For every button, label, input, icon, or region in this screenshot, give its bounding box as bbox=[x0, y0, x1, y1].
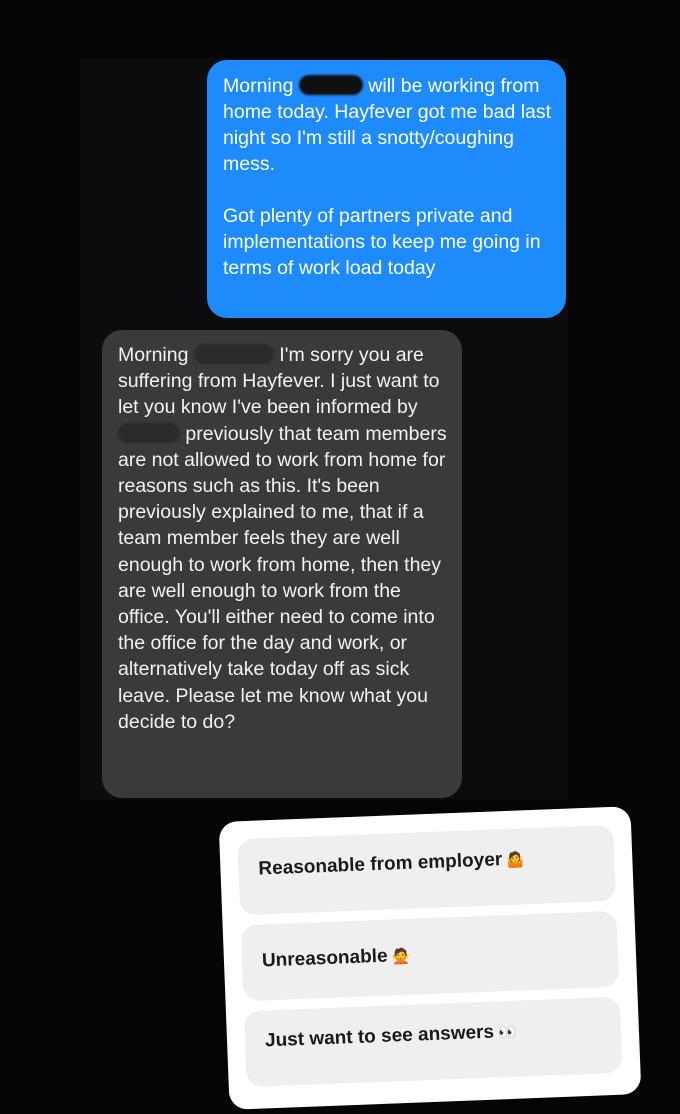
poll-option-see-answers[interactable] bbox=[244, 997, 623, 1087]
eyes-icon: 👀 bbox=[497, 1023, 518, 1042]
received-text-2: previously that team members are not allowed to work from home for reasons such as this. It's been previously explained to me, that if a team member feels they are well enough to work from home, then they are well enough to work from the office. You'll either need to come into the office for the day and work, or alternatively take today off as sick leave. Please let me know what you decide to do? bbox=[118, 422, 447, 733]
sent-line1-rest: will be working from home today. Hayfever got me bad last night so I'm still a snotty/coughing mess. bbox=[223, 75, 552, 175]
poll-option-label: Just want to see answers bbox=[264, 1021, 495, 1052]
received-message-bubble bbox=[102, 330, 462, 798]
redacted-name bbox=[299, 75, 363, 95]
shrug-icon: 🤷 bbox=[505, 851, 526, 869]
poll-option-unreasonable[interactable] bbox=[241, 911, 620, 1001]
received-greeting: Morning bbox=[118, 344, 189, 366]
poll-option-label: Unreasonable bbox=[261, 945, 388, 972]
redacted-name bbox=[118, 423, 180, 443]
poll-option-reasonable[interactable] bbox=[237, 825, 616, 915]
redacted-name bbox=[194, 344, 274, 364]
gesturing-no-icon: 🙅 bbox=[391, 947, 411, 966]
sent-paragraph-2: Got plenty of partners private and implementations to keep me going in terms of work load today bbox=[223, 205, 541, 279]
poll-option-label: Reasonable from employer bbox=[258, 849, 503, 880]
sent-greeting: Morning bbox=[223, 75, 294, 97]
received-text-1: I'm sorry you are suffering from Hayfever. I just want to let you know I've been informed by bbox=[118, 344, 440, 419]
sent-paragraph-1 bbox=[223, 73, 554, 177]
sent-message-bubble bbox=[207, 60, 566, 318]
poll-card bbox=[219, 806, 642, 1110]
